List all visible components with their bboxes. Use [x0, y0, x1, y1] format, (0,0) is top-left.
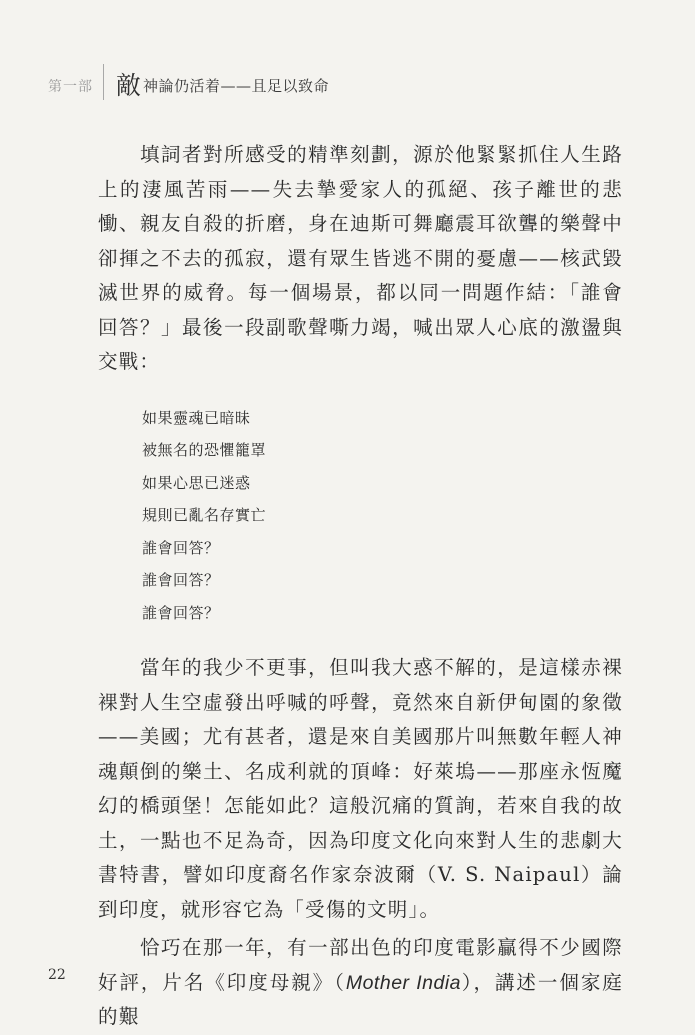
page-number: 22 [48, 967, 66, 983]
running-header [48, 60, 329, 100]
paragraph-text: 恰巧在那一年，有一部出色的印度電影贏得不少國際好評，片名《印度母親》（ [98, 936, 623, 994]
lyric-line: 如果心思已迷惑 [142, 473, 251, 492]
part-label: 第一部 [48, 79, 93, 95]
film-title: Mother India [345, 971, 462, 994]
lyric-line: 誰會回答？ [142, 571, 220, 589]
lyrics-block [142, 402, 623, 630]
paragraph [98, 931, 623, 1035]
header-divider [103, 64, 104, 100]
chapter-title: 神論仍活着——且足以致命 [143, 77, 330, 95]
lyric-line: 如果靈魂已暗昧 [142, 408, 251, 427]
lyric-line: 被無名的恐懼籠罩 [142, 441, 267, 459]
lyric-line: 誰會回答？ [142, 603, 220, 622]
paragraph: 當年的我少不更事，但叫我大惑不解的，是這樣赤裸裸對人生空虛發出呼喊的呼聲，竟然來自新伊甸園的象徵——美國；尤有甚者，還是來自美國那片叫無數年輕人神魂顛倒的樂土、名成利就的頂峰：好萊塢——那座永恆魔幻的橋頭堡！怎能如此？這般沉痛的質詢，若來自我的故土，一點也不足為奇，因為印度文化向來對人生的悲劇大書特書，譬如印度裔名作家奈波爾（V. S. Naipaul）論到印度，就形容它為「受傷的文明」。 [98, 656, 623, 921]
paragraph-text: ），講述一個家庭的艱 [98, 970, 623, 1028]
chapter-title-initial: 敵 [116, 71, 142, 100]
lyric-line: 誰會回答？ [142, 538, 220, 557]
page-body [98, 138, 623, 1035]
lyric-line: 規則已亂名存實亡 [142, 506, 267, 524]
paragraph: 填詞者對所感受的精準刻劃，源於他緊緊抓住人生路上的淒風苦雨——失去摯愛家人的孤絕、孩子離世的悲慟、親友自殺的折磨，身在迪斯可舞廳震耳欲聾的樂聲中卻揮之不去的孤寂，還有眾生皆逃不開的憂慮——核武毀滅世界的威脅。每一個場景，都以同一問題作結：「誰會回答？」最後一段副歌聲嘶力竭，喊出眾人心底的激盪與交戰： [98, 143, 623, 373]
